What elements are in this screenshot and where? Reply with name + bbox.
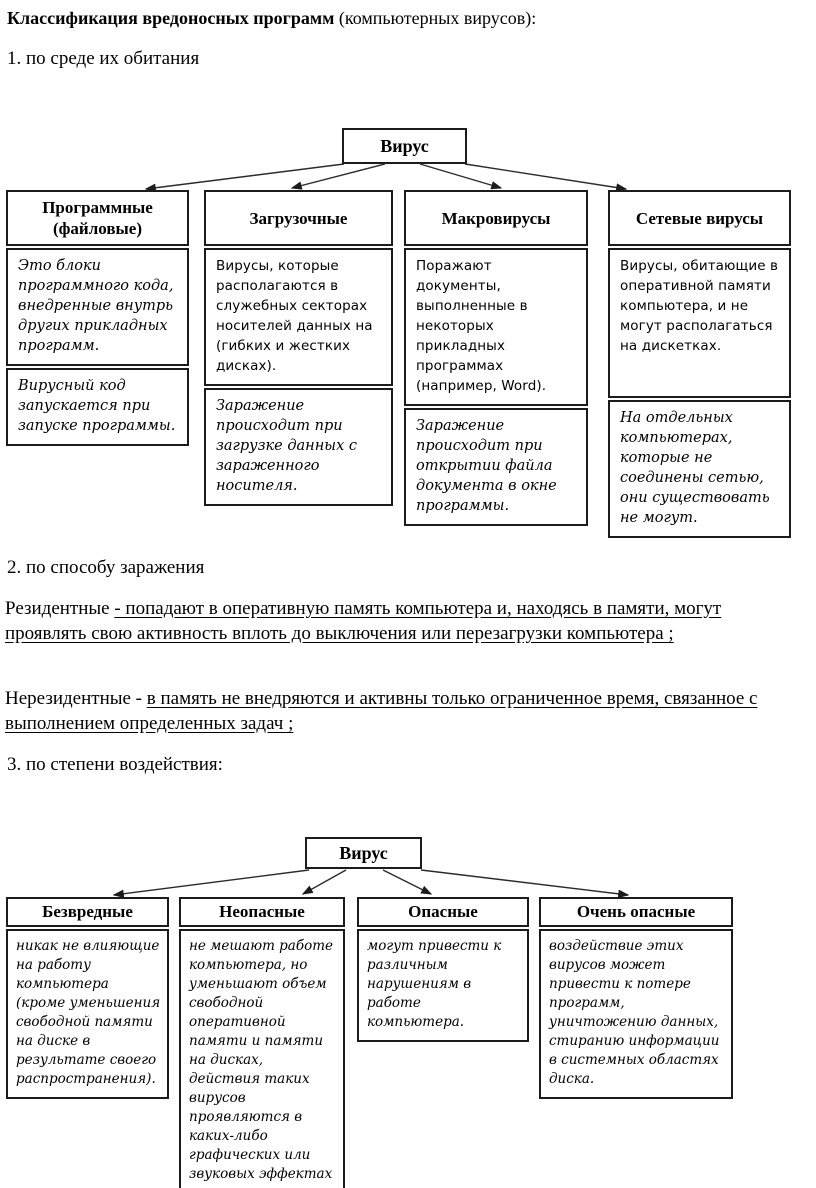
description-box: Вирусы, обитающие в оперативной памяти компьютера, и не могут располагаться на дискетках.	[608, 248, 791, 398]
column-header: Макровирусы	[404, 190, 588, 246]
description-box: Заражение происходит при открытии файла документа в окне программы.	[404, 408, 588, 526]
description-box: Поражают документы, выполненные в некоторых прикладных программах (например, Word).	[404, 248, 588, 406]
arrow-to-harmless	[114, 870, 309, 895]
arrow-to-file-viruses	[146, 164, 344, 189]
description-box: Вирусный код запускается при запуске программы.	[6, 368, 189, 446]
arrow-to-network-viruses	[465, 164, 626, 189]
section-2-label: 2. по способу заражения	[7, 557, 205, 578]
resident-definition-underlined: - попадают в оперативную память компьютера и, находясь в памяти, могут проявлять свою активность вплоть до выключения или перезагрузки компьютера ;	[5, 598, 722, 644]
diagram2-arrows	[0, 868, 816, 898]
description-box: воздействие этих вирусов может привести к потере программ, уничтожению данных, стиранию информации в системных областях диска.	[539, 929, 733, 1099]
nonresident-term: Нерезидентные -	[5, 688, 147, 709]
column-header: Очень опасные	[539, 897, 733, 927]
diagram2-root-box: Вирус	[305, 837, 422, 869]
column-header: Неопасные	[179, 897, 345, 927]
title-bold-text: Классификация вредоносных программ	[7, 8, 335, 28]
diagram1-arrows	[0, 163, 816, 191]
column-very-dangerous	[539, 897, 733, 1099]
column-header: Опасные	[357, 897, 529, 927]
paragraph-resident	[5, 596, 800, 646]
column-header: Безвредные	[6, 897, 169, 927]
column-harmless	[6, 897, 169, 1099]
column-header: Загрузочные	[204, 190, 393, 246]
paragraph-nonresident	[5, 686, 800, 736]
nonresident-definition-underlined: в память не внедряются и активны только ограниченное время, связанное с выполнением определенных задач ;	[5, 688, 758, 734]
column-header: Программные (файловые)	[6, 190, 189, 246]
description-box: Вирусы, которые располагаются в служебных секторах носителей данных на (гибких и жестких дисках).	[204, 248, 393, 386]
column-nondangerous	[179, 897, 345, 1188]
arrow-to-nondangerous	[303, 870, 346, 894]
column-header: Сетевые вирусы	[608, 190, 791, 246]
section-3-label: 3. по степени воздействия:	[7, 754, 223, 775]
description-box: никак не влияющие на работу компьютера (кроме уменьшения свободной памяти на диске в результате своего распространения).	[6, 929, 169, 1099]
column-macro-viruses	[404, 190, 588, 526]
section-1-label: 1. по среде их обитания	[7, 48, 200, 69]
description-box: не мешают работе компьютера, но уменьшают объем свободной оперативной памяти и памяти на дисках, действия таких вирусов проявляются в каких-либо графических или звуковых эффектах	[179, 929, 345, 1188]
column-dangerous	[357, 897, 529, 1042]
diagram1-root-box: Вирус	[342, 128, 467, 164]
column-boot-viruses	[204, 190, 393, 506]
column-file-viruses	[6, 190, 189, 446]
resident-term: Резидентные	[5, 598, 115, 619]
column-network-viruses	[608, 190, 791, 538]
arrow-to-dangerous	[383, 870, 431, 894]
description-box: Заражение происходит при загрузке данных с зараженного носителя.	[204, 388, 393, 506]
description-box: Это блоки программного кода, внедренные внутрь других прикладных программ.	[6, 248, 189, 366]
title-regular-text: (компьютерных вирусов):	[334, 8, 537, 28]
description-box: На отдельных компьютерах, которые не соединены сетью, они существовать не могут.	[608, 400, 791, 538]
arrow-to-very-dangerous	[421, 870, 628, 895]
page-title	[7, 6, 536, 30]
description-box: могут привести к различным нарушениям в работе компьютера.	[357, 929, 529, 1042]
arrow-to-boot-viruses	[292, 164, 385, 188]
